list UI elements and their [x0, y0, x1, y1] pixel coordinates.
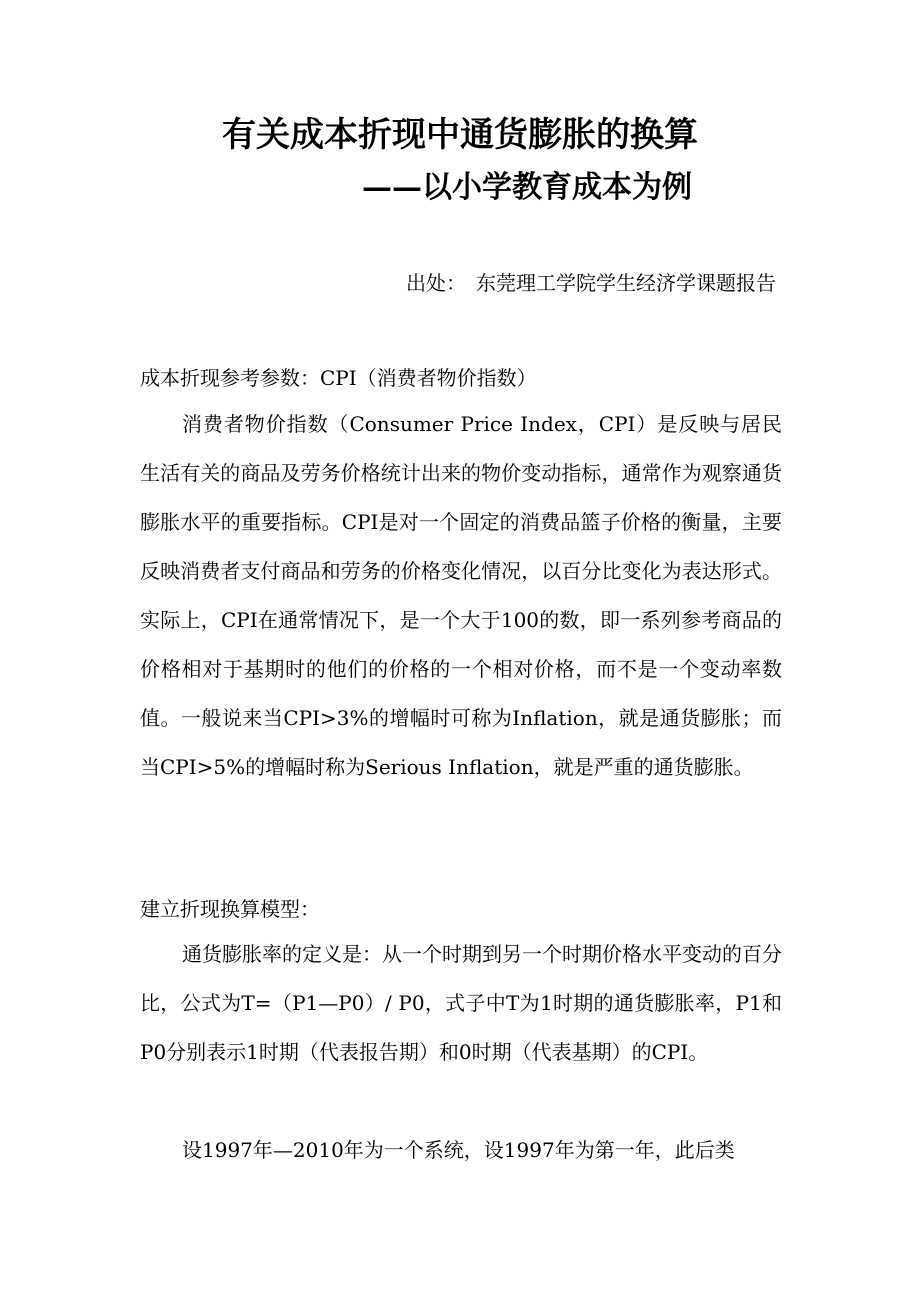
source-text: 东莞理工学院学生经济学课题报告: [476, 271, 776, 295]
page-subtitle: ——以小学教育成本为例: [362, 170, 692, 205]
source-line: [406, 266, 776, 300]
model-section-heading: 建立折现换算模型：: [140, 897, 320, 921]
cpi-section-heading: 成本折现参考参数：CPI（消费者物价指数）: [140, 366, 537, 390]
model-paragraph-setup: 设1997年—2010年为一个系统，设1997年为第一年，此后类: [182, 1138, 735, 1162]
model-paragraph-definition: 通货膨胀率的定义是：从一个时期到另一个时期价格水平变动的百分比，公式为T=（P1—P0）/ P0，式子中T为1时期的通货膨胀率，P1和P0分别表示1时期（代表报告期）和0时期（代表基期）的CPI。: [140, 942, 782, 1064]
page-title: 有关成本折现中通货膨胀的换算: [222, 115, 698, 155]
cpi-paragraph: 消费者物价指数（Consumer Price Index，CPI）是反映与居民生活有关的商品及劳务价格统计出来的物价变动指标，通常作为观察通货膨胀水平的重要指标。CPI是对一个固定的消费品篮子价格的衡量，主要反映消费者支付商品和劳务的价格变化情况，以百分比变化为表达形式。实际上，CPI在通常情况下，是一个大于100的数，即一系列参考商品的价格相对于基期时的他们的价格的一个相对价格，而不是一个变动率数值。一般说来当CPI>3%的增幅时可称为Inflation，就是通货膨胀；而当CPI>5%的增幅时称为Serious Inflation，就是严重的通货膨胀。: [140, 412, 782, 779]
source-label: 出处：: [406, 271, 466, 295]
